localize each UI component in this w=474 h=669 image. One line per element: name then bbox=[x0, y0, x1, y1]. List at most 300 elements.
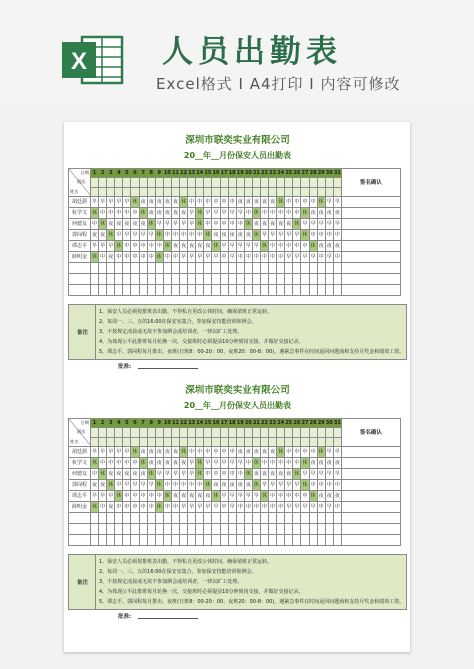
shift-cell[interactable]: 早 bbox=[163, 219, 171, 230]
shift-cell[interactable]: 夜 bbox=[155, 197, 163, 208]
shift-cell[interactable]: 早 bbox=[252, 491, 260, 502]
shift-cell[interactable]: 中 bbox=[269, 502, 277, 513]
blank-cell[interactable] bbox=[155, 513, 163, 524]
shift-cell[interactable]: 休 bbox=[91, 252, 99, 263]
shift-cell[interactable]: 早 bbox=[212, 208, 220, 219]
blank-cell[interactable] bbox=[293, 524, 301, 535]
shift-cell[interactable]: 休 bbox=[155, 480, 163, 491]
shift-cell[interactable]: 夜 bbox=[285, 219, 293, 230]
blank-cell[interactable] bbox=[293, 513, 301, 524]
blank-cell[interactable] bbox=[285, 263, 293, 274]
shift-cell[interactable]: 休 bbox=[155, 252, 163, 263]
shift-cell[interactable]: 中 bbox=[147, 491, 155, 502]
blank-cell[interactable] bbox=[196, 285, 204, 296]
blank-cell[interactable] bbox=[244, 535, 252, 546]
blank-cell[interactable] bbox=[196, 513, 204, 524]
shift-cell[interactable]: 中 bbox=[285, 208, 293, 219]
shift-cell[interactable]: 早 bbox=[107, 241, 115, 252]
shift-cell[interactable]: 中 bbox=[228, 447, 236, 458]
signature-cell[interactable] bbox=[341, 208, 400, 219]
shift-cell[interactable]: 中 bbox=[212, 447, 220, 458]
shift-cell[interactable]: 中 bbox=[163, 230, 171, 241]
shift-cell[interactable]: 夜 bbox=[309, 458, 317, 469]
shift-cell[interactable]: 早 bbox=[228, 458, 236, 469]
shift-cell[interactable]: 中 bbox=[260, 208, 268, 219]
shift-cell[interactable]: 中 bbox=[293, 197, 301, 208]
shift-cell[interactable]: 早 bbox=[333, 447, 341, 458]
shift-cell[interactable]: 夜 bbox=[220, 230, 228, 241]
shift-cell[interactable]: 中 bbox=[155, 491, 163, 502]
blank-cell[interactable] bbox=[163, 274, 171, 285]
blank-cell[interactable] bbox=[99, 274, 107, 285]
shift-cell[interactable]: 夜 bbox=[317, 241, 325, 252]
shift-cell[interactable]: 夜 bbox=[269, 469, 277, 480]
shift-cell[interactable]: 早 bbox=[309, 469, 317, 480]
signature-cell[interactable] bbox=[341, 252, 400, 263]
shift-cell[interactable]: 夜 bbox=[171, 208, 179, 219]
blank-cell[interactable] bbox=[171, 513, 179, 524]
shift-cell[interactable]: 休 bbox=[131, 197, 139, 208]
shift-cell[interactable]: 中 bbox=[220, 447, 228, 458]
shift-cell[interactable]: 休 bbox=[244, 219, 252, 230]
blank-cell[interactable] bbox=[277, 513, 285, 524]
shift-cell[interactable]: 早 bbox=[204, 208, 212, 219]
blank-cell[interactable] bbox=[269, 535, 277, 546]
shift-cell[interactable]: 休 bbox=[99, 469, 107, 480]
shift-cell[interactable]: 夜 bbox=[188, 491, 196, 502]
shift-cell[interactable]: 中 bbox=[236, 502, 244, 513]
shift-cell[interactable]: 夜 bbox=[123, 219, 131, 230]
blank-cell[interactable] bbox=[212, 263, 220, 274]
shift-cell[interactable]: 中 bbox=[220, 502, 228, 513]
shift-cell[interactable]: 早 bbox=[99, 447, 107, 458]
blank-cell[interactable] bbox=[196, 274, 204, 285]
shift-cell[interactable]: 中 bbox=[99, 502, 107, 513]
blank-cell[interactable] bbox=[196, 263, 204, 274]
blank-cell[interactable] bbox=[123, 535, 131, 546]
shift-cell[interactable]: 早 bbox=[188, 458, 196, 469]
shift-cell[interactable]: 早 bbox=[236, 241, 244, 252]
blank-cell[interactable] bbox=[252, 513, 260, 524]
blank-cell[interactable] bbox=[123, 263, 131, 274]
shift-cell[interactable]: 早 bbox=[115, 447, 123, 458]
shift-cell[interactable]: 中 bbox=[236, 252, 244, 263]
blank-cell[interactable] bbox=[236, 263, 244, 274]
blank-cell[interactable] bbox=[277, 263, 285, 274]
shift-cell[interactable]: 中 bbox=[131, 241, 139, 252]
shift-cell[interactable]: 早 bbox=[301, 252, 309, 263]
blank-cell[interactable] bbox=[139, 263, 147, 274]
shift-cell[interactable]: 早 bbox=[180, 252, 188, 263]
shift-cell[interactable]: 休 bbox=[155, 230, 163, 241]
shift-cell[interactable]: 夜 bbox=[171, 447, 179, 458]
shift-cell[interactable]: 中 bbox=[325, 480, 333, 491]
shift-cell[interactable]: 早 bbox=[147, 480, 155, 491]
shift-cell[interactable]: 早 bbox=[333, 469, 341, 480]
blank-cell[interactable] bbox=[341, 535, 400, 546]
shift-cell[interactable]: 夜 bbox=[139, 219, 147, 230]
shift-cell[interactable]: 早 bbox=[123, 230, 131, 241]
shift-cell[interactable]: 早 bbox=[269, 230, 277, 241]
shift-cell[interactable]: 休 bbox=[260, 491, 268, 502]
blank-cell[interactable] bbox=[228, 263, 236, 274]
shift-cell[interactable]: 中 bbox=[244, 458, 252, 469]
shift-cell[interactable]: 休 bbox=[317, 447, 325, 458]
blank-cell[interactable] bbox=[188, 285, 196, 296]
shift-cell[interactable]: 早 bbox=[212, 252, 220, 263]
shift-cell[interactable]: 休 bbox=[301, 230, 309, 241]
shift-cell[interactable]: 早 bbox=[115, 197, 123, 208]
shift-cell[interactable]: 早 bbox=[123, 447, 131, 458]
blank-cell[interactable] bbox=[301, 274, 309, 285]
shift-cell[interactable]: 夜 bbox=[99, 230, 107, 241]
shift-cell[interactable]: 夜 bbox=[131, 219, 139, 230]
blank-cell[interactable] bbox=[188, 535, 196, 546]
shift-cell[interactable]: 早 bbox=[333, 197, 341, 208]
shift-cell[interactable]: 中 bbox=[171, 252, 179, 263]
shift-cell[interactable]: 中 bbox=[180, 480, 188, 491]
blank-cell[interactable] bbox=[301, 524, 309, 535]
shift-cell[interactable]: 中 bbox=[196, 230, 204, 241]
blank-cell[interactable] bbox=[301, 285, 309, 296]
shift-cell[interactable]: 中 bbox=[244, 208, 252, 219]
shift-cell[interactable]: 早 bbox=[188, 252, 196, 263]
shift-cell[interactable]: 中 bbox=[277, 241, 285, 252]
blank-cell[interactable] bbox=[196, 535, 204, 546]
shift-cell[interactable]: 夜 bbox=[155, 208, 163, 219]
shift-cell[interactable]: 中 bbox=[196, 480, 204, 491]
shift-cell[interactable]: 夜 bbox=[188, 241, 196, 252]
blank-cell[interactable] bbox=[333, 535, 341, 546]
blank-cell[interactable] bbox=[99, 285, 107, 296]
shift-cell[interactable]: 中 bbox=[171, 480, 179, 491]
shift-cell[interactable]: 中 bbox=[309, 447, 317, 458]
shift-cell[interactable]: 早 bbox=[317, 219, 325, 230]
blank-cell[interactable] bbox=[163, 285, 171, 296]
shift-cell[interactable]: 夜 bbox=[260, 447, 268, 458]
blank-cell[interactable] bbox=[123, 524, 131, 535]
shift-cell[interactable]: 夜 bbox=[228, 480, 236, 491]
shift-cell[interactable]: 夜 bbox=[115, 219, 123, 230]
blank-cell[interactable] bbox=[107, 513, 115, 524]
blank-cell[interactable] bbox=[180, 285, 188, 296]
shift-cell[interactable]: 夜 bbox=[155, 458, 163, 469]
shift-cell[interactable]: 早 bbox=[301, 469, 309, 480]
shift-cell[interactable]: 早 bbox=[269, 480, 277, 491]
blank-cell[interactable] bbox=[252, 274, 260, 285]
shift-cell[interactable]: 早 bbox=[325, 502, 333, 513]
blank-cell[interactable] bbox=[293, 285, 301, 296]
shift-cell[interactable]: 中 bbox=[293, 208, 301, 219]
shift-cell[interactable]: 早 bbox=[180, 219, 188, 230]
shift-cell[interactable]: 中 bbox=[228, 219, 236, 230]
shift-cell[interactable]: 早 bbox=[325, 197, 333, 208]
shift-cell[interactable]: 中 bbox=[131, 208, 139, 219]
blank-cell[interactable] bbox=[212, 524, 220, 535]
blank-cell[interactable] bbox=[147, 535, 155, 546]
blank-cell[interactable] bbox=[139, 524, 147, 535]
shift-cell[interactable]: 夜 bbox=[139, 469, 147, 480]
shift-cell[interactable]: 休 bbox=[196, 469, 204, 480]
shift-cell[interactable]: 中 bbox=[277, 252, 285, 263]
shift-cell[interactable]: 夜 bbox=[204, 241, 212, 252]
shift-cell[interactable]: 中 bbox=[293, 491, 301, 502]
shift-cell[interactable]: 夜 bbox=[333, 208, 341, 219]
shift-cell[interactable]: 休 bbox=[91, 458, 99, 469]
shift-cell[interactable]: 休 bbox=[91, 502, 99, 513]
shift-cell[interactable]: 中 bbox=[269, 208, 277, 219]
shift-cell[interactable]: 早 bbox=[285, 230, 293, 241]
shift-cell[interactable]: 夜 bbox=[91, 230, 99, 241]
shift-cell[interactable]: 中 bbox=[325, 230, 333, 241]
shift-cell[interactable]: 夜 bbox=[107, 469, 115, 480]
blank-cell[interactable] bbox=[269, 263, 277, 274]
shift-cell[interactable]: 夜 bbox=[269, 197, 277, 208]
shift-cell[interactable]: 早 bbox=[277, 480, 285, 491]
blank-cell[interactable] bbox=[325, 535, 333, 546]
blank-cell[interactable] bbox=[91, 285, 99, 296]
shift-cell[interactable]: 早 bbox=[228, 252, 236, 263]
blank-cell[interactable] bbox=[325, 513, 333, 524]
blank-cell[interactable] bbox=[91, 263, 99, 274]
blank-cell[interactable] bbox=[69, 524, 91, 535]
shift-cell[interactable]: 中 bbox=[333, 502, 341, 513]
shift-cell[interactable]: 休 bbox=[139, 458, 147, 469]
shift-cell[interactable]: 夜 bbox=[147, 208, 155, 219]
shift-cell[interactable]: 休 bbox=[180, 197, 188, 208]
shift-cell[interactable]: 中 bbox=[139, 241, 147, 252]
shift-cell[interactable]: 夜 bbox=[277, 219, 285, 230]
blank-cell[interactable] bbox=[260, 513, 268, 524]
shift-cell[interactable]: 早 bbox=[91, 447, 99, 458]
shift-cell[interactable]: 夜 bbox=[317, 208, 325, 219]
shift-cell[interactable]: 中 bbox=[252, 502, 260, 513]
shift-cell[interactable]: 早 bbox=[228, 241, 236, 252]
shift-cell[interactable]: 早 bbox=[260, 480, 268, 491]
shift-cell[interactable]: 中 bbox=[99, 252, 107, 263]
shift-cell[interactable]: 中 bbox=[269, 491, 277, 502]
blank-cell[interactable] bbox=[228, 513, 236, 524]
shift-cell[interactable]: 休 bbox=[309, 241, 317, 252]
shift-cell[interactable]: 中 bbox=[293, 458, 301, 469]
shift-cell[interactable]: 休 bbox=[252, 480, 260, 491]
shift-cell[interactable]: 休 bbox=[139, 208, 147, 219]
shift-cell[interactable]: 休 bbox=[244, 469, 252, 480]
shift-cell[interactable]: 早 bbox=[325, 469, 333, 480]
shift-cell[interactable]: 早 bbox=[99, 197, 107, 208]
shift-cell[interactable]: 早 bbox=[236, 458, 244, 469]
blank-cell[interactable] bbox=[147, 285, 155, 296]
blank-cell[interactable] bbox=[341, 274, 400, 285]
signature-cell[interactable] bbox=[341, 447, 400, 458]
blank-cell[interactable] bbox=[309, 535, 317, 546]
shift-cell[interactable]: 早 bbox=[212, 502, 220, 513]
blank-cell[interactable] bbox=[163, 263, 171, 274]
shift-cell[interactable]: 早 bbox=[91, 241, 99, 252]
shift-cell[interactable]: 早 bbox=[115, 230, 123, 241]
blank-cell[interactable] bbox=[212, 513, 220, 524]
shift-cell[interactable]: 早 bbox=[244, 491, 252, 502]
shift-cell[interactable]: 夜 bbox=[115, 469, 123, 480]
shift-cell[interactable]: 休 bbox=[301, 458, 309, 469]
shift-cell[interactable]: 早 bbox=[196, 252, 204, 263]
shift-cell[interactable]: 休 bbox=[99, 219, 107, 230]
shift-cell[interactable]: 早 bbox=[188, 502, 196, 513]
shift-cell[interactable]: 中 bbox=[301, 491, 309, 502]
blank-cell[interactable] bbox=[123, 274, 131, 285]
shift-cell[interactable]: 早 bbox=[220, 491, 228, 502]
shift-cell[interactable]: 中 bbox=[293, 241, 301, 252]
shift-cell[interactable]: 中 bbox=[220, 252, 228, 263]
shift-cell[interactable]: 中 bbox=[123, 458, 131, 469]
blank-cell[interactable] bbox=[139, 274, 147, 285]
shift-cell[interactable]: 中 bbox=[107, 208, 115, 219]
blank-cell[interactable] bbox=[155, 274, 163, 285]
shift-cell[interactable]: 中 bbox=[131, 458, 139, 469]
shift-cell[interactable]: 中 bbox=[301, 447, 309, 458]
shift-cell[interactable]: 中 bbox=[115, 208, 123, 219]
blank-cell[interactable] bbox=[147, 274, 155, 285]
blank-cell[interactable] bbox=[244, 274, 252, 285]
shift-cell[interactable]: 夜 bbox=[252, 219, 260, 230]
blank-cell[interactable] bbox=[204, 524, 212, 535]
blank-cell[interactable] bbox=[333, 513, 341, 524]
shift-cell[interactable]: 中 bbox=[171, 502, 179, 513]
shift-cell[interactable]: 中 bbox=[163, 480, 171, 491]
shift-cell[interactable]: 休 bbox=[131, 447, 139, 458]
shift-cell[interactable]: 中 bbox=[139, 252, 147, 263]
blank-cell[interactable] bbox=[236, 274, 244, 285]
shift-cell[interactable]: 中 bbox=[309, 480, 317, 491]
blank-cell[interactable] bbox=[309, 274, 317, 285]
blank-cell[interactable] bbox=[147, 513, 155, 524]
shift-cell[interactable]: 夜 bbox=[107, 219, 115, 230]
blank-cell[interactable] bbox=[171, 524, 179, 535]
shift-cell[interactable]: 早 bbox=[228, 491, 236, 502]
shift-cell[interactable]: 休 bbox=[293, 219, 301, 230]
shift-cell[interactable]: 中 bbox=[188, 447, 196, 458]
shift-cell[interactable]: 中 bbox=[123, 491, 131, 502]
blank-cell[interactable] bbox=[107, 524, 115, 535]
shift-cell[interactable]: 夜 bbox=[333, 458, 341, 469]
blank-cell[interactable] bbox=[317, 524, 325, 535]
blank-cell[interactable] bbox=[244, 263, 252, 274]
blank-cell[interactable] bbox=[180, 274, 188, 285]
shift-cell[interactable]: 夜 bbox=[244, 230, 252, 241]
blank-cell[interactable] bbox=[277, 274, 285, 285]
shift-cell[interactable]: 早 bbox=[99, 241, 107, 252]
shift-cell[interactable]: 早 bbox=[171, 469, 179, 480]
shift-cell[interactable]: 中 bbox=[204, 447, 212, 458]
blank-cell[interactable] bbox=[212, 285, 220, 296]
shift-cell[interactable]: 夜 bbox=[139, 197, 147, 208]
shift-cell[interactable]: 早 bbox=[309, 502, 317, 513]
blank-cell[interactable] bbox=[325, 524, 333, 535]
blank-cell[interactable] bbox=[301, 513, 309, 524]
shift-cell[interactable]: 中 bbox=[147, 241, 155, 252]
blank-cell[interactable] bbox=[333, 263, 341, 274]
shift-cell[interactable]: 早 bbox=[236, 208, 244, 219]
shift-cell[interactable]: 中 bbox=[204, 219, 212, 230]
shift-cell[interactable]: 休 bbox=[115, 241, 123, 252]
shift-cell[interactable]: 早 bbox=[188, 219, 196, 230]
blank-cell[interactable] bbox=[220, 524, 228, 535]
shift-cell[interactable]: 夜 bbox=[244, 447, 252, 458]
shift-cell[interactable]: 早 bbox=[333, 219, 341, 230]
shift-cell[interactable]: 夜 bbox=[163, 197, 171, 208]
blank-cell[interactable] bbox=[309, 513, 317, 524]
shift-cell[interactable]: 中 bbox=[269, 252, 277, 263]
shift-cell[interactable]: 中 bbox=[220, 219, 228, 230]
shift-cell[interactable]: 中 bbox=[188, 230, 196, 241]
shift-cell[interactable]: 休 bbox=[147, 469, 155, 480]
shift-cell[interactable]: 夜 bbox=[220, 480, 228, 491]
blank-cell[interactable] bbox=[260, 274, 268, 285]
approval-signature-line[interactable] bbox=[138, 368, 198, 369]
shift-cell[interactable]: 中 bbox=[260, 502, 268, 513]
shift-cell[interactable]: 夜 bbox=[131, 469, 139, 480]
shift-cell[interactable]: 早 bbox=[139, 480, 147, 491]
shift-cell[interactable]: 夜 bbox=[171, 197, 179, 208]
shift-cell[interactable]: 夜 bbox=[325, 491, 333, 502]
shift-cell[interactable]: 中 bbox=[244, 502, 252, 513]
shift-cell[interactable]: 中 bbox=[260, 252, 268, 263]
shift-cell[interactable]: 夜 bbox=[252, 197, 260, 208]
blank-cell[interactable] bbox=[180, 535, 188, 546]
shift-cell[interactable]: 早 bbox=[236, 491, 244, 502]
blank-cell[interactable] bbox=[171, 263, 179, 274]
shift-cell[interactable]: 早 bbox=[228, 208, 236, 219]
shift-cell[interactable]: 夜 bbox=[107, 252, 115, 263]
signature-cell[interactable] bbox=[341, 491, 400, 502]
shift-cell[interactable]: 夜 bbox=[285, 469, 293, 480]
blank-cell[interactable] bbox=[131, 524, 139, 535]
shift-cell[interactable]: 早 bbox=[188, 469, 196, 480]
shift-cell[interactable]: 中 bbox=[228, 197, 236, 208]
blank-cell[interactable] bbox=[123, 513, 131, 524]
shift-cell[interactable]: 中 bbox=[293, 447, 301, 458]
shift-cell[interactable]: 中 bbox=[180, 230, 188, 241]
shift-cell[interactable]: 早 bbox=[196, 502, 204, 513]
blank-cell[interactable] bbox=[269, 513, 277, 524]
blank-cell[interactable] bbox=[220, 285, 228, 296]
shift-cell[interactable]: 夜 bbox=[333, 241, 341, 252]
shift-cell[interactable]: 休 bbox=[180, 447, 188, 458]
shift-cell[interactable]: 夜 bbox=[155, 447, 163, 458]
shift-cell[interactable]: 早 bbox=[180, 469, 188, 480]
shift-cell[interactable]: 夜 bbox=[171, 458, 179, 469]
shift-cell[interactable]: 夜 bbox=[139, 447, 147, 458]
blank-cell[interactable] bbox=[277, 285, 285, 296]
shift-cell[interactable]: 休 bbox=[317, 197, 325, 208]
blank-cell[interactable] bbox=[131, 263, 139, 274]
blank-cell[interactable] bbox=[244, 524, 252, 535]
blank-cell[interactable] bbox=[171, 285, 179, 296]
shift-cell[interactable]: 夜 bbox=[325, 208, 333, 219]
blank-cell[interactable] bbox=[212, 274, 220, 285]
shift-cell[interactable]: 休 bbox=[204, 480, 212, 491]
shift-cell[interactable]: 休 bbox=[204, 230, 212, 241]
signature-cell[interactable] bbox=[341, 480, 400, 491]
shift-cell[interactable]: 休 bbox=[115, 491, 123, 502]
shift-cell[interactable]: 夜 bbox=[180, 458, 188, 469]
shift-cell[interactable]: 中 bbox=[301, 197, 309, 208]
shift-cell[interactable]: 休 bbox=[163, 491, 171, 502]
shift-cell[interactable]: 早 bbox=[212, 458, 220, 469]
blank-cell[interactable] bbox=[333, 524, 341, 535]
shift-cell[interactable]: 休 bbox=[252, 208, 260, 219]
signature-cell[interactable] bbox=[341, 219, 400, 230]
